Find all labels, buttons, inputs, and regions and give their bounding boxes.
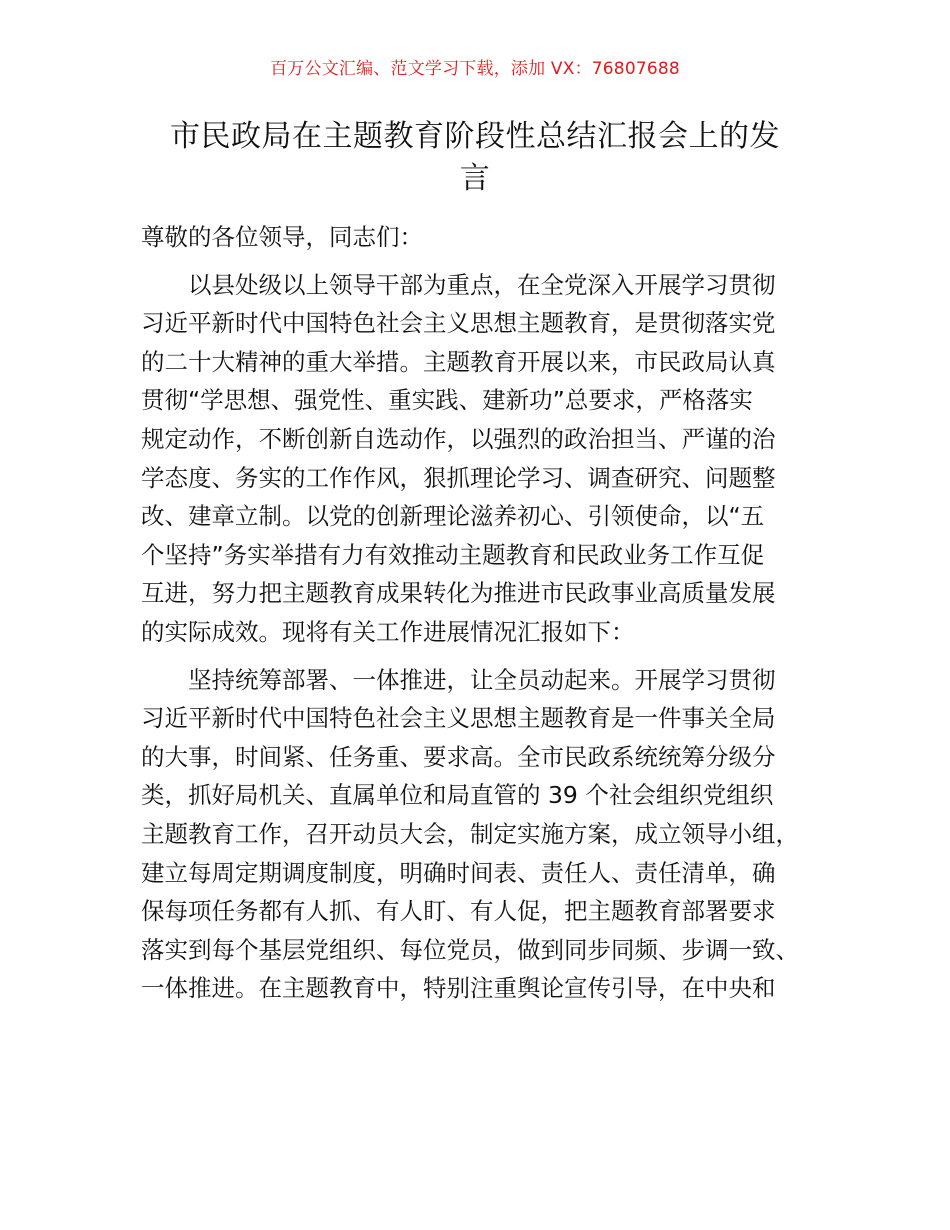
paragraph-line: 贯彻“学思想、强党性、重实践、建新功”总要求，严格落实 [141,386,753,415]
paragraph-line: 习近平新时代中国特色社会主义思想主题教育，是贯彻落实党 [141,309,776,338]
paragraph-line: 以县处级以上领导干部为重点，在全党深入开展学习贯彻 [188,270,776,299]
paragraph-line: 个坚持”务实举措有力有效推动主题教育和民政业务工作互促 [141,540,765,569]
paragraph-line: 保每项任务都有人抓、有人盯、有人促，把主题教育部署要求 [141,897,776,926]
paragraph-line: 建立每周定期调度制度，明确时间表、责任人、责任清单，确 [141,858,776,887]
paragraph-2 [141,661,836,1008]
document-title [140,116,810,200]
paragraph-line: 规定动作，不断创新自选动作，以强烈的政治担当、严谨的治 [141,424,776,453]
header-watermark-note: 百万公文汇编、范文学习下载，添加 VX：76807688 [270,59,680,79]
paragraph-line: 的大事，时间紧、任务重、要求高。全市民政系统统筹分级分 [141,742,776,771]
paragraph-line: 主题教育工作，召开动员大会，制定实施方案，成立领导小组， [141,819,799,848]
paragraph-line: 落实到每个基层党组织、每位党员，做到同步同频、步调一致、 [141,935,799,964]
title-line-1: 市民政局在主题教育阶段性总结汇报会上的发 [170,119,780,154]
title-line-2: 言 [459,161,491,196]
paragraph-line: 互进，努力把主题教育成果转化为推进市民政事业高质量发展 [141,579,776,608]
paragraph-line: 习近平新时代中国特色社会主义思想主题教育是一件事关全局 [141,704,776,733]
paragraph-1 [141,266,836,652]
paragraph-line: 改、建章立制。以党的创新理论滋养初心、引领使命，以“五 [141,502,765,531]
paragraph-line: 坚持统筹部署、一体推进，让全员动起来。开展学习贯彻 [188,665,776,694]
paragraph-line: 学态度、务实的工作作风，狠抓理论学习、调查研究、问题整 [141,463,776,492]
document-body [141,218,836,1017]
paragraph-line: 的实际成效。现将有关工作进展情况汇报如下： [141,617,635,646]
paragraph-line: 类，抓好局机关、直属单位和局直管的 39 个社会组织党组织 [141,781,774,810]
salutation: 尊敬的各位领导，同志们： [141,223,423,251]
paragraph-line: 一体推进。在主题教育中，特别注重舆论宣传引导，在中央和 [141,974,776,1003]
paragraph-line: 的二十大精神的重大举措。主题教育开展以来，市民政局认真 [141,347,776,376]
